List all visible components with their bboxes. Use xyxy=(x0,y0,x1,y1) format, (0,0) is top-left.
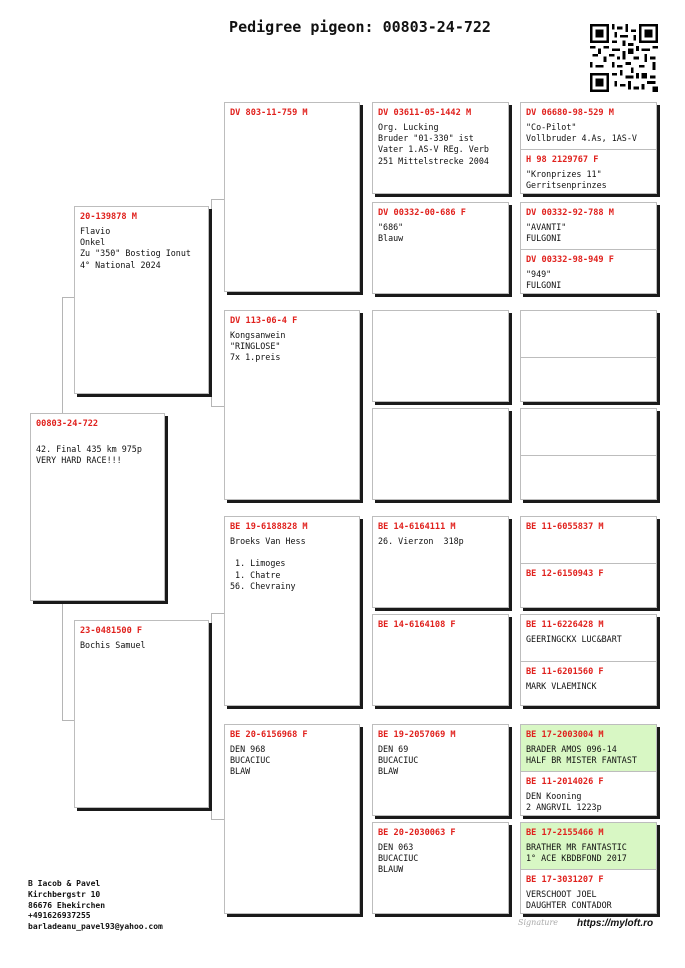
g5-pair-8[interactable] xyxy=(520,822,657,914)
ring-number: BE 20-6156968 F xyxy=(230,730,308,740)
ring-number: BE 11-6055837 M xyxy=(526,522,604,532)
g5-pair-4[interactable] xyxy=(520,408,657,500)
qr-code xyxy=(590,24,658,92)
ring-number: BE 14-6164111 M xyxy=(378,522,456,532)
signature: Signature xyxy=(518,918,559,927)
ring-number: DV 03611-05-1442 M xyxy=(378,108,472,118)
dam-card[interactable] xyxy=(74,620,209,808)
ring-number: DV 00332-92-788 M xyxy=(526,208,614,218)
ring-number: BE 17-2155466 M xyxy=(526,828,604,838)
ring-number: BE 19-6188828 M xyxy=(230,522,308,532)
pigeon-notes: "686" Blauw xyxy=(378,222,404,244)
sss-card[interactable] xyxy=(372,102,509,194)
g5-pair-3[interactable] xyxy=(520,310,657,402)
ring-number: DV 803-11-759 M xyxy=(230,108,308,118)
pigeon-notes: GEERINGCKX LUC&BART xyxy=(526,634,622,644)
pigeon-notes: 42. Final 435 km 975p VERY HARD RACE!!! xyxy=(36,444,142,466)
g5-pair-5[interactable] xyxy=(520,516,657,608)
ring-number: BE 11-6201560 F xyxy=(526,667,604,677)
pigeon-notes: 26. Vierzon 318p xyxy=(378,536,464,546)
pigeon-notes: DEN Kooning 2 ANGRVIL 1223p xyxy=(526,791,602,813)
subject-card[interactable] xyxy=(30,413,165,601)
pigeon-notes: DEN 968 BUCACIUC BLAW xyxy=(230,744,271,777)
sdd-card[interactable] xyxy=(372,408,509,500)
ring-number: DV 00332-98-949 F xyxy=(526,255,614,265)
dsd-card[interactable] xyxy=(372,614,509,706)
ring-number: 20-139878 M xyxy=(80,212,137,222)
pigeon-notes: MARK VLAEMINCK xyxy=(526,681,597,691)
g5-pair-2[interactable] xyxy=(520,202,657,294)
sire-sire-card[interactable] xyxy=(224,102,360,292)
g5-pair-7[interactable] xyxy=(520,724,657,816)
ring-number: BE 11-6226428 M xyxy=(526,620,604,630)
pigeon-notes: "Co-Pilot" Vollbruder 4.As, 1AS-V xyxy=(526,122,637,144)
ring-number: DV 06680-98-529 M xyxy=(526,108,614,118)
sire-dam-card[interactable] xyxy=(224,310,360,500)
pigeon-notes: BRATHER MR FANTASTIC 1° ACE KBDBFOND 2017 xyxy=(526,842,627,864)
ring-number: BE 20-2030063 F xyxy=(378,828,456,838)
pigeon-notes: VERSCHOOT JOEL DAUGHTER CONTADOR xyxy=(526,889,612,911)
ddd-card[interactable] xyxy=(372,822,509,914)
ring-number: DV 113-06-4 F xyxy=(230,316,298,326)
g5-pair-1[interactable] xyxy=(520,102,657,194)
ring-number: H 98 2129767 F xyxy=(526,155,599,165)
pigeon-notes: Bochis Samuel xyxy=(80,640,146,650)
ring-number: BE 11-2014026 F xyxy=(526,777,604,787)
ring-number: 23-0481500 F xyxy=(80,626,143,636)
sire-card[interactable] xyxy=(74,206,209,394)
ring-number: BE 19-2057069 M xyxy=(378,730,456,740)
pigeon-notes: "Kronprizes 11" Gerritsenprinzes xyxy=(526,169,607,191)
pigeon-notes: DEN 69 BUCACIUC BLAW xyxy=(378,744,419,777)
ring-number: BE 12-6150943 F xyxy=(526,569,604,579)
dam-dam-card[interactable] xyxy=(224,724,360,914)
connector-dam xyxy=(211,613,224,820)
site-link[interactable]: https://myloft.ro xyxy=(577,918,654,929)
connector-sire xyxy=(211,199,224,407)
pigeon-notes: Kongsanwein "RINGLOSE" 7x 1.preis xyxy=(230,330,286,363)
pigeon-notes: BRADER AMOS 096-14 HALF BR MISTER FANTAST xyxy=(526,744,637,766)
pigeon-notes: DEN 063 BUCACIUC BLAUW xyxy=(378,842,419,875)
dds-card[interactable] xyxy=(372,724,509,816)
ring-number: 00803-24-722 xyxy=(36,419,99,429)
dss-card[interactable] xyxy=(372,516,509,608)
g5-pair-6[interactable] xyxy=(520,614,657,706)
pigeon-notes: Flavio Onkel Zu "350" Bostiog Ionut 4° National 2024 xyxy=(80,226,191,270)
ring-number: BE 17-2003004 M xyxy=(526,730,604,740)
ring-number: BE 17-3031207 F xyxy=(526,875,604,885)
sds-card[interactable] xyxy=(372,310,509,402)
pigeon-notes: Org. Lucking Bruder "01-330" ist Vater 1.AS-V REg. Verb 251 Mittelstrecke 2004 xyxy=(378,122,489,166)
pigeon-notes: "AVANTI" FULGONI xyxy=(526,222,567,244)
dam-sire-card[interactable] xyxy=(224,516,360,706)
breeder-contact: B Iacob & Pavel Kirchbergstr 10 86676 Ehekirchen +491626937255 barladeanu_pavel93@yahoo.com xyxy=(28,879,163,932)
ring-number: BE 14-6164108 F xyxy=(378,620,456,630)
ring-number: DV 00332-00-686 F xyxy=(378,208,466,218)
pigeon-notes: Broeks Van Hess 1. Limoges 1. Chatre 56. Chevrainy xyxy=(230,536,306,591)
pigeon-notes: "949" FULGONI xyxy=(526,269,562,291)
page-title: Pedigree pigeon: 00803-24-722 xyxy=(229,18,491,36)
ssd-card[interactable] xyxy=(372,202,509,294)
